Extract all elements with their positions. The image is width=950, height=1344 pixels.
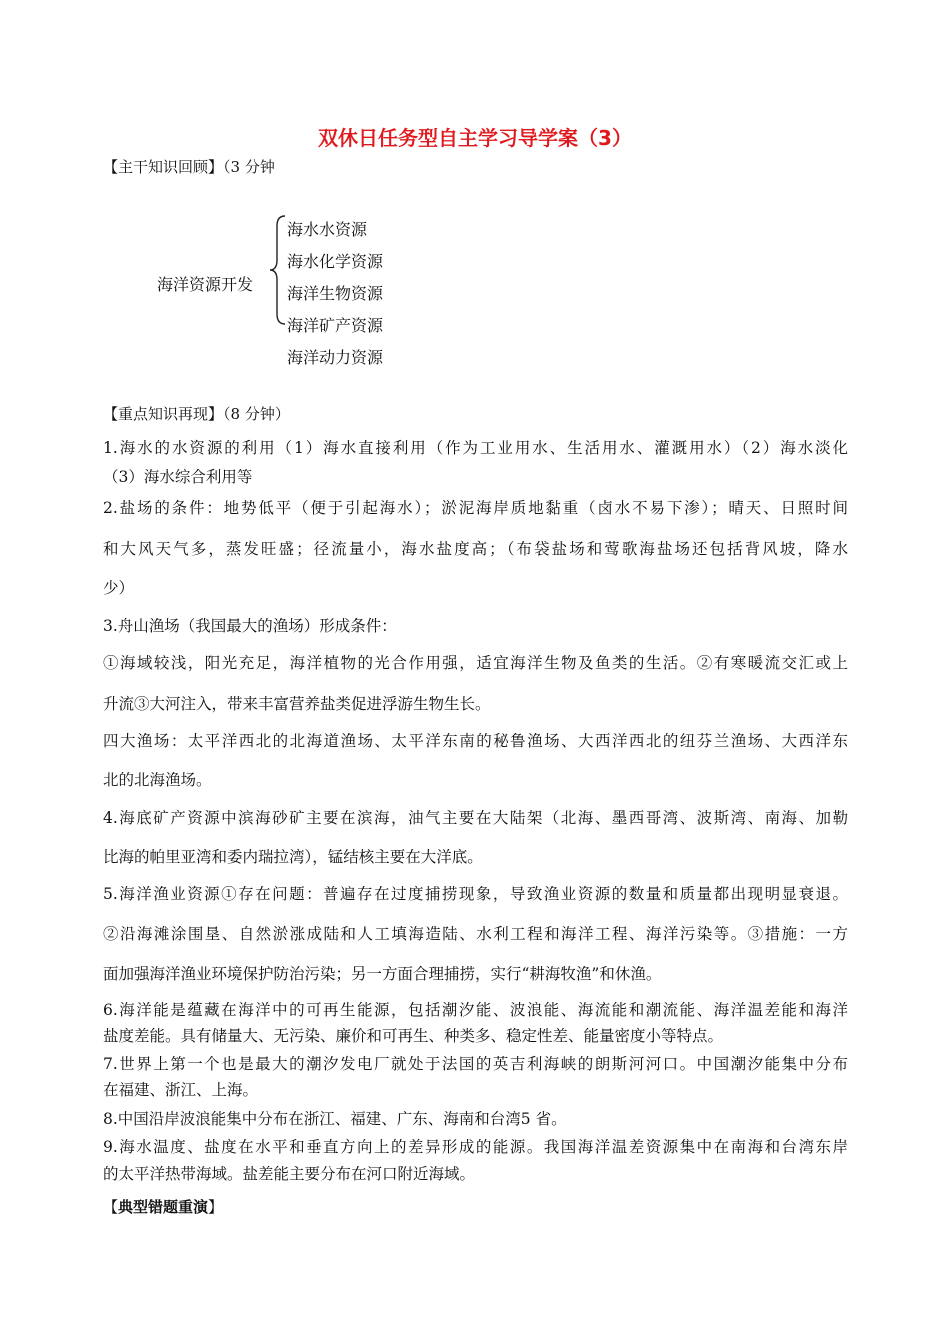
bracket-open: 【 [103, 158, 119, 176]
section-heading-key-points [103, 403, 290, 424]
text-line: （3）海水综合利用等 [103, 468, 253, 486]
tree-item: 海洋动力资源 [287, 348, 384, 367]
tree-item: 海水化学资源 [287, 252, 384, 271]
section-name: 典型错题重演 [118, 1198, 209, 1216]
bracket-close: 】 [208, 405, 224, 423]
section-heading-review [103, 156, 275, 177]
tree-item: 海水水资源 [287, 220, 368, 239]
bracket-open: 【 [103, 1198, 119, 1216]
tree-root-label: 海洋资源开发 [157, 275, 254, 294]
text-line: 的太平洋热带海域。盐差能主要分布在河口附近海域。 [103, 1165, 476, 1183]
text-line: 四大渔场：太平洋西北的北海道渔场、太平洋东南的秘鲁渔场、大西洋西北的纽芬兰渔场、大西洋东 [103, 732, 848, 750]
section-name: 主干知识回顾 [118, 158, 209, 176]
text-line: 在福建、浙江、上海。 [103, 1081, 259, 1099]
section-name: 重点知识再现 [118, 405, 209, 423]
text-line: 3.舟山渔场（我国最大的渔场）形成条件： [103, 617, 397, 635]
bracket-close: 】 [208, 1198, 224, 1216]
tree-item: 海洋生物资源 [287, 284, 384, 303]
text-line: 比海的帕里亚湾和委内瑞拉湾），锰结核主要在大洋底。 [103, 848, 483, 866]
section-heading-errors [103, 1196, 223, 1217]
text-line: ②沿海滩涂围垦、自然淤涨成陆和人工填海造陆、水利工程和海洋工程、海洋污染等。③措施：一方 [103, 925, 848, 943]
document-title: 双休日任务型自主学习导学案（3） [318, 126, 632, 150]
text-line: 升流③大河注入，带来丰富营养盐类促进浮游生物生长。 [103, 695, 491, 713]
text-line: 7.世界上第一个也是最大的潮汐发电厂就处于法国的英吉利海峡的朗斯河河口。中国潮汐能集中分布 [103, 1055, 848, 1073]
text-line: 6.海洋能是蕴藏在海洋中的可再生能源，包括潮汐能、波浪能、海流能和潮流能、海洋温差能和海洋 [103, 1001, 848, 1019]
text-line: 8.中国沿岸波浪能集中分布在浙江、福建、广东、海南和台湾5 省。 [103, 1110, 567, 1128]
text-line: 9.海水温度、盐度在水平和垂直方向上的差异形成的能源。我国海洋温差资源集中在南海和台湾东岸 [103, 1138, 848, 1156]
bracket-open: 【 [103, 405, 119, 423]
text-line: 盐度差能。具有储量大、无污染、廉价和可再生、种类多、稳定性差、能量密度小等特点。 [103, 1027, 724, 1045]
tree-item: 海洋矿产资源 [287, 316, 384, 335]
text-line: 4.海底矿产资源中滨海砂矿主要在滨海，油气主要在大陆架（北海、墨西哥湾、波斯湾、南海、加勒 [103, 809, 848, 827]
text-line: 2.盐场的条件：地势低平（便于引起海水）；淤泥海岸质地黏重（卤水不易下渗）；晴天、日照时间 [103, 499, 848, 517]
section-time: （8 分钟） [223, 405, 290, 423]
text-line: 少） [103, 579, 135, 597]
text-line: 5.海洋渔业资源①存在问题：普遍存在过度捕捞现象，导致渔业资源的数量和质量都出现明显衰退。 [103, 885, 848, 903]
text-line: 北的北海渔场。 [103, 771, 212, 789]
brace-icon [268, 214, 288, 326]
text-line: 和大风天气多，蒸发旺盛；径流量小，海水盐度高；（布袋盐场和莺歌海盐场还包括背风坡，降水 [103, 540, 848, 558]
text-line: 面加强海洋渔业环境保护防治污染；另一方面合理捕捞，实行“耕海牧渔”和休渔。 [103, 965, 662, 983]
text-line: ①海域较浅，阳光充足，海洋植物的光合作用强，适宜海洋生物及鱼类的生活。②有寒暖流交汇或上 [103, 654, 848, 672]
text-line: 1.海水的水资源的利用（1）海水直接利用（作为工业用水、生活用水、灌溉用水）（2）海水淡化 [103, 439, 848, 457]
section-time: （3 分钟 [223, 158, 275, 176]
bracket-close: 】 [208, 158, 224, 176]
